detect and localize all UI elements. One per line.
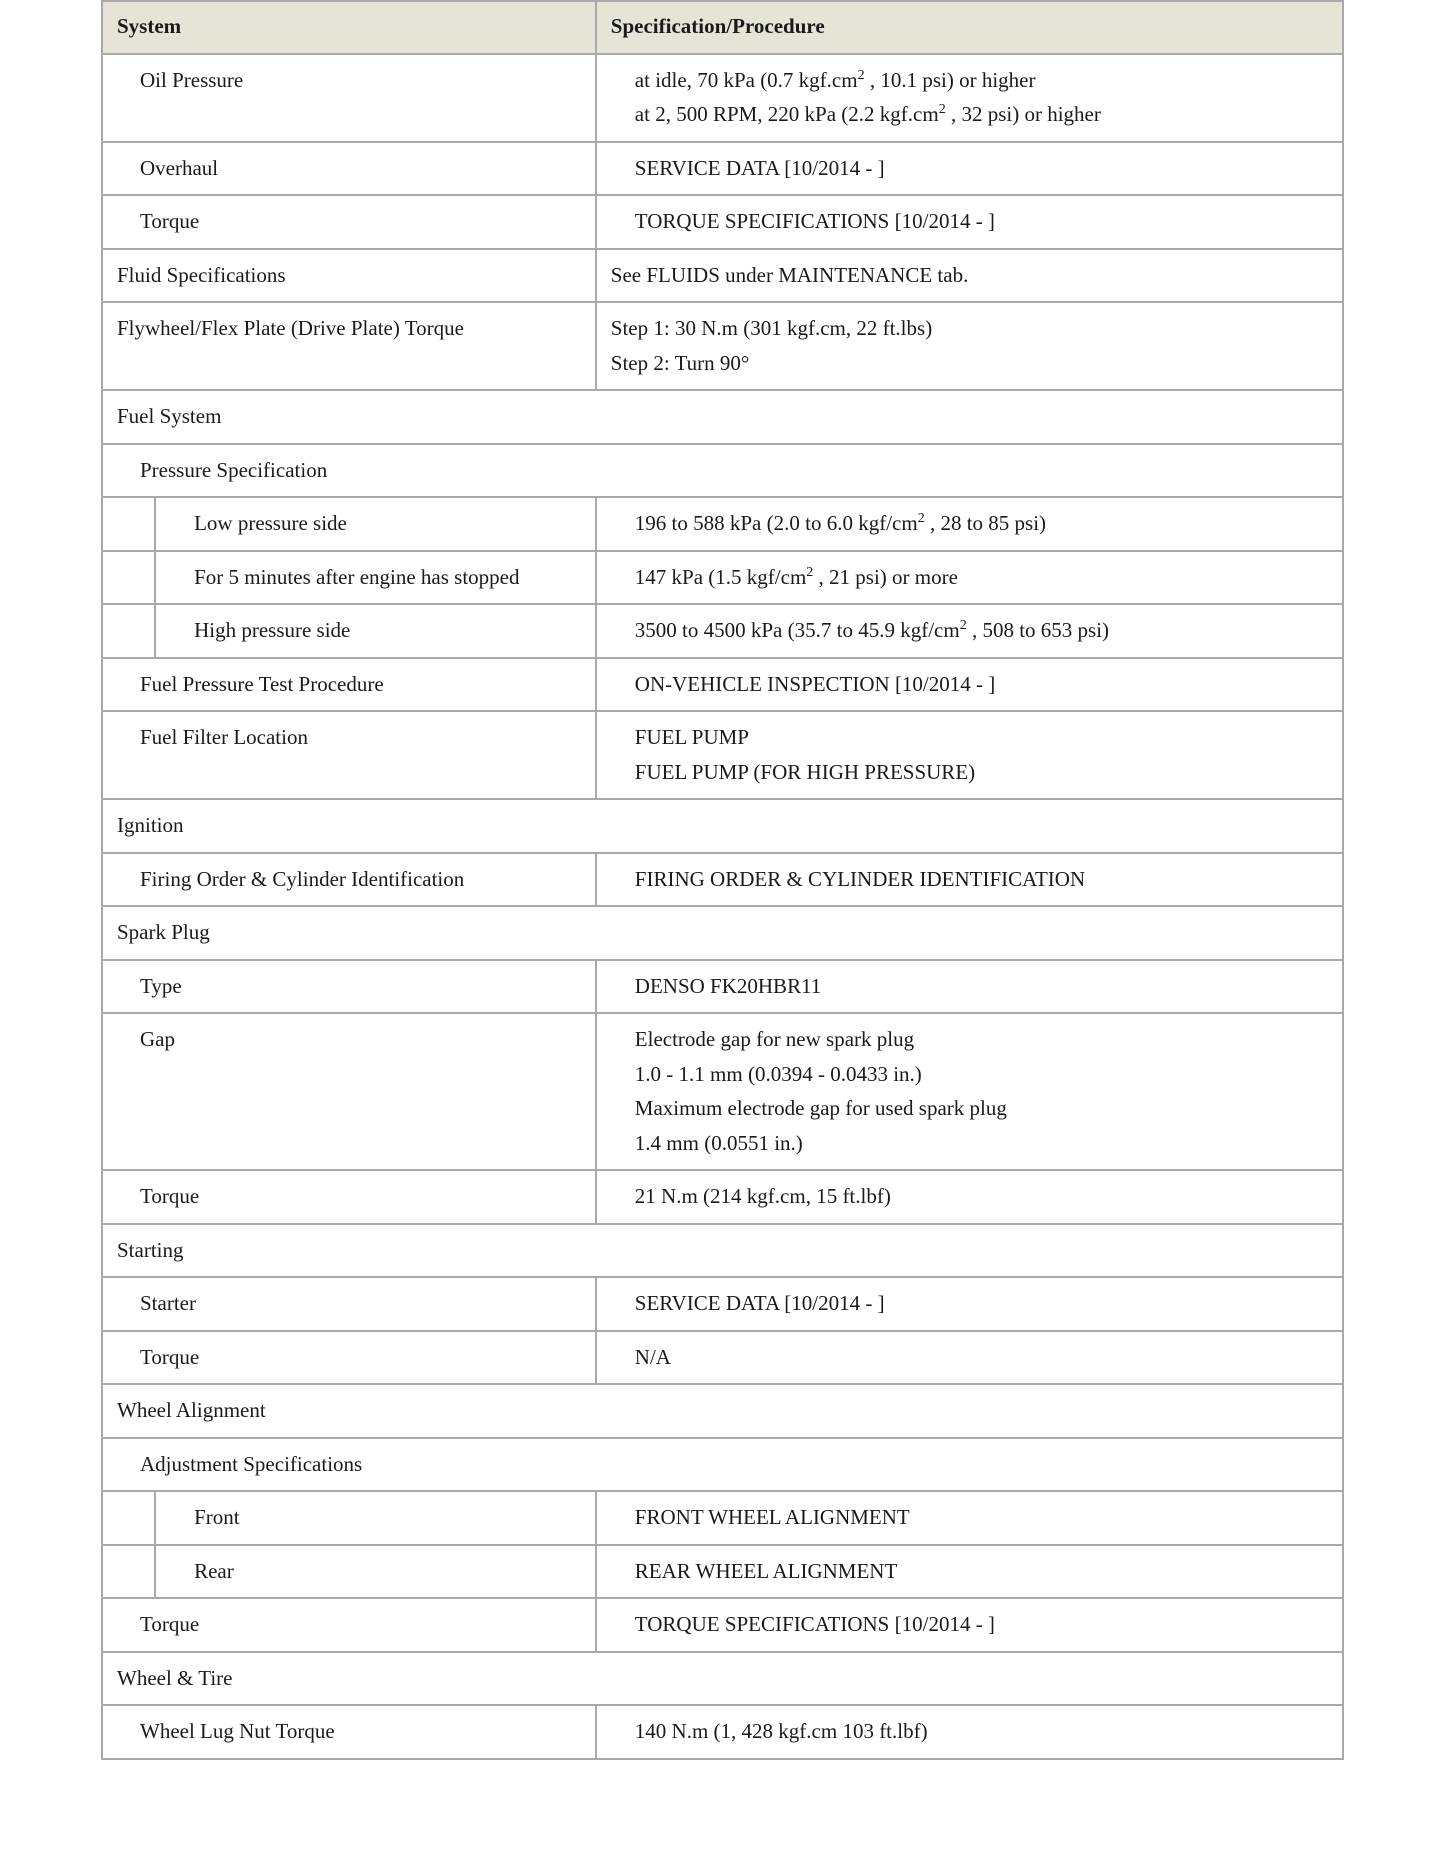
spec-text: Electrode gap for new spark plug [634,1027,915,1051]
spec-line [635,1342,1328,1374]
table-row-section [102,1384,1343,1438]
spec-text: 1.0 - 1.1 mm (0.0394 - 0.0433 in.) [634,1061,922,1086]
spec-line [635,1716,1328,1748]
table-body [102,54,1343,1759]
spec-text: , 508 to 653 psi) [966,618,1110,642]
table-row-subsub [102,1545,1343,1599]
spec-text: 21 N.m (214 kgf.cm, 15 ft.lbf) [634,1184,891,1208]
spec-line [611,348,1328,380]
row-label: Starting [102,1224,1343,1278]
row-label: Pressure Specification [102,444,1343,498]
row-label: Fuel Pressure Test Procedure [102,658,596,712]
row-spec [596,1277,1343,1331]
spec-text: 1.4 mm (0.0551 in.) [634,1130,803,1155]
row-spec [596,302,1343,390]
table-row-subsub [102,497,1343,551]
table-row-subsection [102,444,1343,498]
table-row-sub [102,195,1343,249]
row-spec [596,1491,1343,1545]
spec-text: TORQUE SPECIFICATIONS [10/2014 - ] [634,1612,995,1636]
row-spec [596,142,1343,196]
table-row-sub [102,1277,1343,1331]
row-label: Starter [102,1277,596,1331]
table-row-section [102,1652,1343,1706]
table-row-top [102,302,1343,390]
spec-text: 196 to 588 kPa (2.0 to 6.0 kgf/cm [634,511,918,535]
spec-text: Maximum electrode gap for used spark plug [634,1096,1007,1120]
spec-line [635,562,1328,594]
row-spec [596,1013,1343,1170]
row-label: Adjustment Specifications [102,1438,1343,1492]
row-spec [596,604,1343,658]
spec-line [635,1024,1328,1056]
spec-line [635,971,1328,1003]
spec-text: 147 kPa (1.5 kgf/cm [634,564,807,589]
spec-line [635,864,1328,896]
table-row-sub [102,142,1343,196]
row-label: Front [155,1491,596,1545]
row-spec [596,658,1343,712]
spec-text: at idle, 70 kPa (0.7 kgf.cm [634,67,858,92]
row-spec [596,1170,1343,1224]
row-label: Wheel Alignment [102,1384,1343,1438]
row-spec [596,54,1343,142]
row-label: Gap [102,1013,596,1170]
row-spec [596,249,1343,303]
table-row-sub [102,711,1343,799]
spec-text: FIRING ORDER & CYLINDER IDENTIFICATION [634,866,1086,891]
spec-line [635,757,1328,789]
table-row-sub [102,1705,1343,1759]
row-label: Torque [102,1598,596,1652]
spec-text: DENSO FK20HBR11 [634,973,822,998]
table-row-section [102,390,1343,444]
row-spec [596,551,1343,605]
row-label: Low pressure side [155,497,596,551]
spec-line [635,508,1328,540]
spec-text: 140 N.m (1, 428 kgf.cm 103 ft.lbf) [634,1719,928,1743]
table-row-top [102,249,1343,303]
spec-text: Step 2: Turn 90° [610,350,750,375]
spec-text: FRONT WHEEL ALIGNMENT [634,1505,910,1529]
header-specification: Specification/Procedure [596,1,1343,54]
indent-cell [102,1545,155,1599]
indent-cell [102,497,155,551]
row-label: Type [102,960,596,1014]
row-label: Rear [155,1545,596,1599]
superscript: 2 [938,102,946,117]
row-spec [596,497,1343,551]
spec-text: TORQUE SPECIFICATIONS [10/2014 - ] [634,209,995,233]
specifications-table [101,0,1344,1760]
table-row-sub [102,54,1343,142]
row-spec [596,711,1343,799]
table-row-sub [102,1013,1343,1170]
header-row [102,1,1343,54]
row-label: Wheel Lug Nut Torque [102,1705,596,1759]
row-spec [596,960,1343,1014]
spec-line [635,1288,1328,1320]
row-spec [596,195,1343,249]
row-spec [596,1705,1343,1759]
table-row-subsub [102,1491,1343,1545]
table-row-subsub [102,604,1343,658]
table-row-sub [102,658,1343,712]
spec-text: ON-VEHICLE INSPECTION [10/2014 - ] [634,671,996,696]
spec-line [635,669,1328,701]
spec-text: FUEL PUMP (FOR HIGH PRESSURE) [634,759,976,784]
spec-text: SERVICE DATA [10/2014 - ] [634,1291,885,1315]
spec-line [635,615,1328,647]
spec-line [635,1556,1328,1588]
row-label: Flywheel/Flex Plate (Drive Plate) Torque [102,302,596,390]
spec-text: , 32 psi) or higher [945,102,1101,126]
spec-text: Step 1: 30 N.m (301 kgf.cm, 22 ft.lbs) [610,316,933,340]
row-label: High pressure side [155,604,596,658]
header-system: System [102,1,596,54]
spec-line [635,1609,1328,1641]
row-spec [596,853,1343,907]
spec-text: FUEL PUMP [634,725,749,749]
spec-line [635,1181,1328,1213]
spec-text: , 10.1 psi) or higher [864,67,1036,92]
superscript: 2 [917,511,925,526]
row-label: Oil Pressure [102,54,596,142]
row-label: Ignition [102,799,1343,853]
spec-text: 3500 to 4500 kPa (35.7 to 45.9 kgf/cm [634,618,960,642]
spec-text: at 2, 500 RPM, 220 kPa (2.2 kgf.cm [634,102,939,126]
row-label: Fuel System [102,390,1343,444]
spec-line [635,1502,1328,1534]
spec-line [635,722,1328,754]
row-label: Torque [102,195,596,249]
indent-cell [102,604,155,658]
spec-line [611,313,1328,345]
row-label: Firing Order & Cylinder Identification [102,853,596,907]
superscript: 2 [959,618,967,633]
row-label: Fluid Specifications [102,249,596,303]
row-spec [596,1545,1343,1599]
table-row-sub [102,1598,1343,1652]
spec-line [635,1093,1328,1125]
table-row-sub [102,853,1343,907]
indent-cell [102,1491,155,1545]
spec-text: , 21 psi) or more [813,564,958,589]
superscript: 2 [806,564,814,580]
table-row-subsub [102,551,1343,605]
table-row-section [102,906,1343,960]
table-row-sub [102,1331,1343,1385]
spec-text: REAR WHEEL ALIGNMENT [634,1558,898,1583]
spec-line [635,153,1328,185]
row-label: Wheel & Tire [102,1652,1343,1706]
spec-line [611,260,1328,292]
spec-line [635,1128,1328,1160]
spec-line [635,1059,1328,1091]
row-label: Fuel Filter Location [102,711,596,799]
table-row-subsection [102,1438,1343,1492]
indent-cell [102,551,155,605]
spec-text: See FLUIDS under MAINTENANCE tab. [610,262,969,287]
spec-text: SERVICE DATA [10/2014 - ] [634,155,885,180]
table-row-section [102,1224,1343,1278]
table-row-sub [102,960,1343,1014]
row-label: For 5 minutes after engine has stopped [155,551,596,605]
spec-line [635,65,1328,97]
superscript: 2 [857,67,865,83]
row-spec [596,1598,1343,1652]
row-label: Overhaul [102,142,596,196]
row-label: Torque [102,1170,596,1224]
spec-line [635,206,1328,238]
spec-text: N/A [634,1344,671,1369]
row-label: Torque [102,1331,596,1385]
table-row-section [102,799,1343,853]
spec-line [635,99,1328,131]
row-label: Spark Plug [102,906,1343,960]
spec-text: , 28 to 85 psi) [924,511,1047,535]
row-spec [596,1331,1343,1385]
table-row-sub [102,1170,1343,1224]
